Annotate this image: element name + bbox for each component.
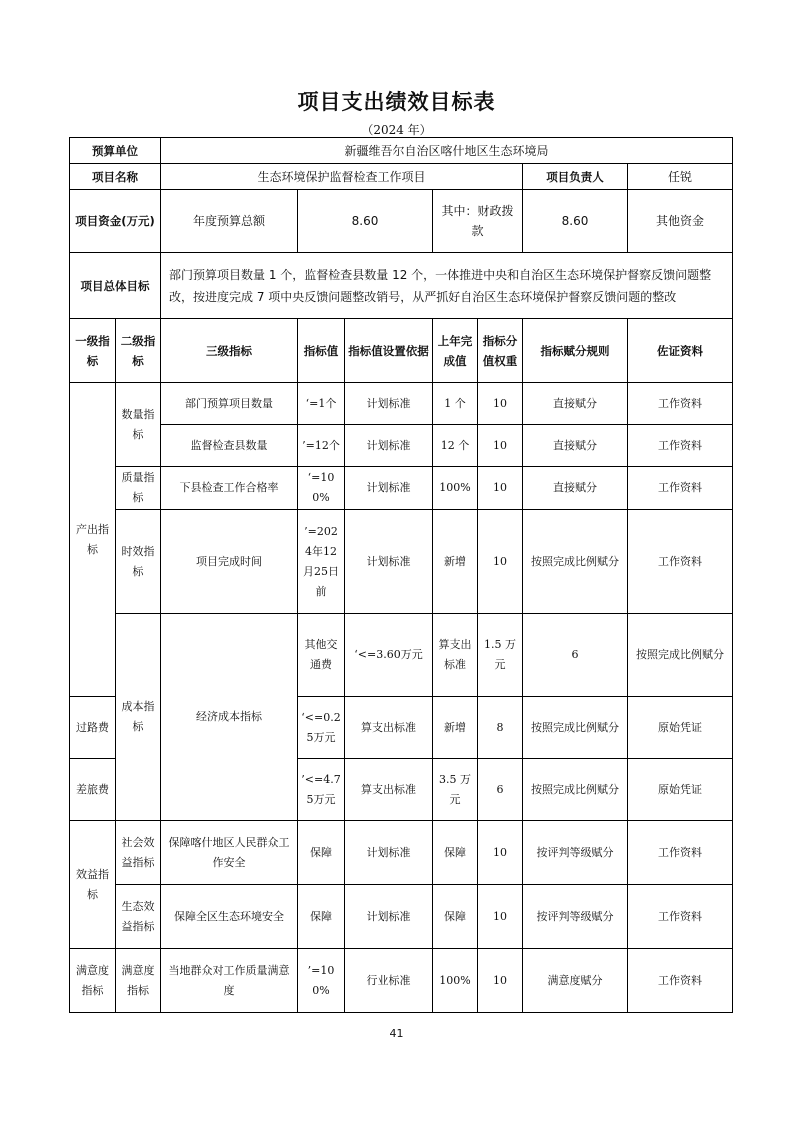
table-row bbox=[70, 425, 733, 467]
indicator-prev: 保障 bbox=[433, 821, 478, 885]
level2-social-benefit: 社会效益指标 bbox=[116, 821, 161, 885]
table-row bbox=[70, 510, 733, 614]
indicator-basis: 计划标准 bbox=[345, 885, 433, 949]
indicator-evidence: 原始凭证 bbox=[628, 697, 733, 759]
column-header: 三级指标 bbox=[161, 319, 298, 383]
funds-label: 项目资金(万元) bbox=[70, 190, 161, 253]
overall-goal-value: 部门预算项目数量 1 个，监督检查县数量 12 个，一体推进中央和自治区生态环境保护督察反馈问题整改，按进度完成 7 项中央反馈问题整改销号，从严抓好自治区生态环境保护督察反馈问题的整改 bbox=[161, 253, 733, 319]
indicator-rule: 按评判等级赋分 bbox=[523, 821, 628, 885]
indicator-value: ‘<=0.25万元 bbox=[298, 697, 345, 759]
fiscal-value: 8.60 bbox=[523, 190, 628, 253]
overall-goal-label: 项目总体目标 bbox=[70, 253, 161, 319]
indicator-weight: 10 bbox=[478, 383, 523, 425]
indicator-name: 项目完成时间 bbox=[161, 510, 298, 614]
annual-total-label: 年度预算总额 bbox=[161, 190, 298, 253]
indicator-rule: 按照完成比例赋分 bbox=[628, 614, 733, 697]
indicator-evidence: 工作资料 bbox=[628, 510, 733, 614]
performance-table bbox=[69, 137, 733, 1013]
indicator-basis: 计划标准 bbox=[345, 383, 433, 425]
level1-output: 产出指标 bbox=[70, 383, 116, 697]
indicator-prev: 新增 bbox=[433, 697, 478, 759]
budget-unit-label: 预算单位 bbox=[70, 138, 161, 164]
table-row bbox=[70, 949, 733, 1013]
indicator-basis: 计划标准 bbox=[345, 467, 433, 510]
annual-total-value: 8.60 bbox=[298, 190, 433, 253]
indicator-value: ‘<=3.60万元 bbox=[345, 614, 433, 697]
level1-benefit: 效益指标 bbox=[70, 821, 116, 949]
level2-satisfaction: 满意度指标 bbox=[116, 949, 161, 1013]
indicator-name: 监督检查县数量 bbox=[161, 425, 298, 467]
indicator-value: ’=100% bbox=[298, 949, 345, 1013]
indicator-prev: 1 个 bbox=[433, 383, 478, 425]
indicator-weight: 10 bbox=[478, 467, 523, 510]
indicator-value: ’<=4.75万元 bbox=[298, 759, 345, 821]
indicator-rule: 直接赋分 bbox=[523, 425, 628, 467]
indicator-name: 部门预算项目数量 bbox=[161, 383, 298, 425]
indicator-basis: 计划标准 bbox=[345, 510, 433, 614]
indicator-value: ‘=100% bbox=[298, 467, 345, 510]
indicator-rule: 满意度赋分 bbox=[523, 949, 628, 1013]
indicator-rule: 按评判等级赋分 bbox=[523, 885, 628, 949]
level1-satisfaction: 满意度指标 bbox=[70, 949, 116, 1013]
indicator-rule: 按照完成比例赋分 bbox=[523, 697, 628, 759]
column-header: 佐证资料 bbox=[628, 319, 733, 383]
budget-unit-value: 新疆维吾尔自治区喀什地区生态环境局 bbox=[161, 138, 733, 164]
level2-quantity: 数量指标 bbox=[116, 383, 161, 467]
indicator-value: ‘=1个 bbox=[298, 383, 345, 425]
level2-economic-cost: 经济成本指标 bbox=[161, 614, 298, 821]
indicator-prev: 新增 bbox=[433, 510, 478, 614]
other-label: 其他资金 bbox=[628, 190, 733, 253]
project-leader-value: 任锐 bbox=[628, 164, 733, 190]
indicator-prev: 12 个 bbox=[433, 425, 478, 467]
indicator-basis: 行业标准 bbox=[345, 949, 433, 1013]
column-header: 指标值设置依据 bbox=[345, 319, 433, 383]
indicator-name: 保障全区生态环境安全 bbox=[161, 885, 298, 949]
indicator-evidence: 工作资料 bbox=[628, 885, 733, 949]
indicator-evidence: 工作资料 bbox=[628, 383, 733, 425]
indicator-evidence: 工作资料 bbox=[628, 949, 733, 1013]
table-row bbox=[70, 821, 733, 885]
indicator-value: 保障 bbox=[298, 885, 345, 949]
indicator-name: 其他交通费 bbox=[298, 614, 345, 697]
indicator-evidence: 原始凭证 bbox=[628, 759, 733, 821]
project-name-label: 项目名称 bbox=[70, 164, 161, 190]
column-header: 一级指标 bbox=[70, 319, 116, 383]
indicator-evidence: 工作资料 bbox=[628, 821, 733, 885]
indicator-rule: 按照完成比例赋分 bbox=[523, 510, 628, 614]
indicator-weight: 10 bbox=[478, 821, 523, 885]
indicator-evidence: 工作资料 bbox=[628, 425, 733, 467]
level2-eco-benefit: 生态效益指标 bbox=[116, 885, 161, 949]
level2-timeliness: 时效指标 bbox=[116, 510, 161, 614]
level1-cost: 成本指标 bbox=[116, 614, 161, 821]
indicator-rule: 按照完成比例赋分 bbox=[523, 759, 628, 821]
fiscal-label: 其中：财政拨款 bbox=[433, 190, 523, 253]
indicator-name: 过路费 bbox=[70, 697, 116, 759]
indicator-rule: 直接赋分 bbox=[523, 383, 628, 425]
table-row bbox=[70, 885, 733, 949]
indicator-basis: 算支出标准 bbox=[433, 614, 478, 697]
level2-quality: 质量指标 bbox=[116, 467, 161, 510]
indicator-name: 下县检查工作合格率 bbox=[161, 467, 298, 510]
indicator-value: ’=12个 bbox=[298, 425, 345, 467]
indicator-name: 差旅费 bbox=[70, 759, 116, 821]
project-name-value: 生态环境保护监督检查工作项目 bbox=[161, 164, 523, 190]
indicator-name: 保障喀什地区人民群众工作安全 bbox=[161, 821, 298, 885]
indicator-name: 当地群众对工作质量满意度 bbox=[161, 949, 298, 1013]
indicator-weight: 10 bbox=[478, 949, 523, 1013]
year-label: （2024 年） bbox=[361, 123, 432, 137]
indicator-basis: 算支出标准 bbox=[345, 759, 433, 821]
indicator-value: 保障 bbox=[298, 821, 345, 885]
indicator-prev: 3.5 万元 bbox=[433, 759, 478, 821]
table-row bbox=[70, 614, 733, 697]
indicator-evidence: 工作资料 bbox=[628, 467, 733, 510]
table-row bbox=[70, 467, 733, 510]
column-header: 二级指标 bbox=[116, 319, 161, 383]
column-header: 指标分值权重 bbox=[478, 319, 523, 383]
indicator-weight: 10 bbox=[478, 425, 523, 467]
indicator-prev: 100% bbox=[433, 467, 478, 510]
indicator-prev: 保障 bbox=[433, 885, 478, 949]
indicator-weight: 10 bbox=[478, 510, 523, 614]
column-header: 指标赋分规则 bbox=[523, 319, 628, 383]
indicator-basis: 计划标准 bbox=[345, 425, 433, 467]
indicator-weight: 6 bbox=[523, 614, 628, 697]
indicator-prev: 100% bbox=[433, 949, 478, 1013]
indicator-value: ’=2024年12月25日前 bbox=[298, 510, 345, 614]
indicator-basis: 算支出标准 bbox=[345, 697, 433, 759]
indicator-rule: 直接赋分 bbox=[523, 467, 628, 510]
column-header: 指标值 bbox=[298, 319, 345, 383]
page-number: 41 bbox=[389, 1027, 404, 1040]
indicator-weight: 10 bbox=[478, 885, 523, 949]
column-header: 上年完成值 bbox=[433, 319, 478, 383]
indicator-weight: 6 bbox=[478, 759, 523, 821]
page-title: 项目支出绩效目标表 bbox=[297, 90, 496, 114]
table-row bbox=[70, 383, 733, 425]
project-leader-label: 项目负责人 bbox=[523, 164, 628, 190]
indicator-basis: 计划标准 bbox=[345, 821, 433, 885]
indicator-prev: 1.5 万元 bbox=[478, 614, 523, 697]
indicator-weight: 8 bbox=[478, 697, 523, 759]
